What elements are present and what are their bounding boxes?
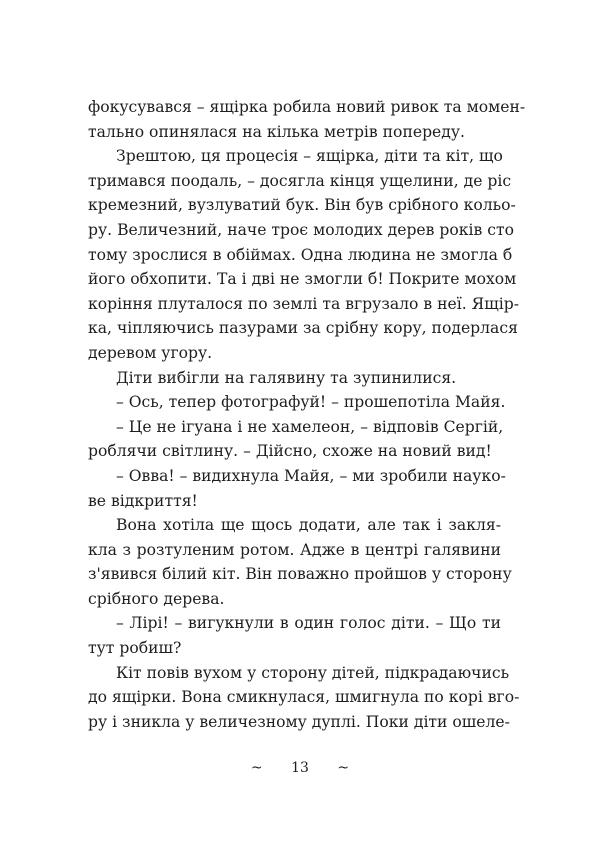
text-line-2: тально опинялася на кілька метрів попереду. [88, 122, 466, 141]
text-line-17: ве відкриття! [88, 491, 198, 510]
text-line-26: ру і зникла у величезному дуплі. Поки діти ошеле- [88, 712, 510, 731]
text-line-19: кла з розтуленим ротом. Адже в центрі галявини [88, 540, 501, 559]
page-body [88, 95, 526, 734]
text-line-21: срібного дерева. [88, 589, 225, 608]
text-line-15: роблячи світлину. – Дійсно, схоже на новий вид! [88, 442, 492, 461]
text-line-3: Зрештою, ця процесія – ящірка, діти та кіт, що [116, 147, 503, 166]
text-line-11: деревом угору. [88, 343, 213, 362]
text-line-5: кремезний, вузлуватий бук. Він був срібного кольо- [88, 196, 516, 215]
page-number: 13 [291, 760, 309, 776]
page-footer [0, 758, 600, 778]
text-line-14: – Це не ігуана і не хамелеон, – відповів Сергій, [116, 417, 504, 436]
text-line-22: – Лірі! – вигукнули в один голос діти. – Що ти [116, 614, 501, 633]
text-line-10: ка, чіпляючись пазурами за срібну кору, подерлася [88, 319, 518, 338]
text-line-7: тому зрослися в обіймах. Одна людина не змогла б [88, 245, 513, 264]
text-line-13: – Ось, тепер фотографуй! – прошепотіла Майя. [116, 393, 506, 412]
text-line-8: його обхопити. Та і дві не змогли б! Покрите мохом [88, 270, 517, 289]
right-ornament: ~ [337, 760, 350, 776]
text-line-9: коріння плуталося по землі та вгрузало в неї. Ящір- [88, 294, 519, 313]
text-line-4: тримався поодаль, – досягла кінця ущелини, де ріс [88, 171, 512, 190]
text-line-25: до ящірки. Вона смикнулася, шмигнула по корі вго- [88, 688, 520, 707]
text-line-18: Вона хотіла ще щось додати, але так і закля- [116, 516, 501, 535]
text-line-24: Кіт повів вухом у сторону дітей, підкрадаючись [116, 663, 510, 682]
text-line-6: ру. Величезний, наче троє молодих дерев років сто [88, 220, 514, 239]
text-line-16: – Овва! – видихнула Майя, – ми зробили науко- [116, 466, 506, 485]
text-line-12: Діти вибігли на галявину та зупинилися. [116, 368, 457, 387]
text-line-1: фокусувався – ящірка робила новий ривок та момен- [88, 98, 526, 116]
text-line-20: з'явився білий кіт. Він поважно пройшов у сторону [88, 565, 512, 584]
text-line-23: тут робиш? [88, 639, 182, 658]
left-ornament: ~ [250, 760, 263, 776]
